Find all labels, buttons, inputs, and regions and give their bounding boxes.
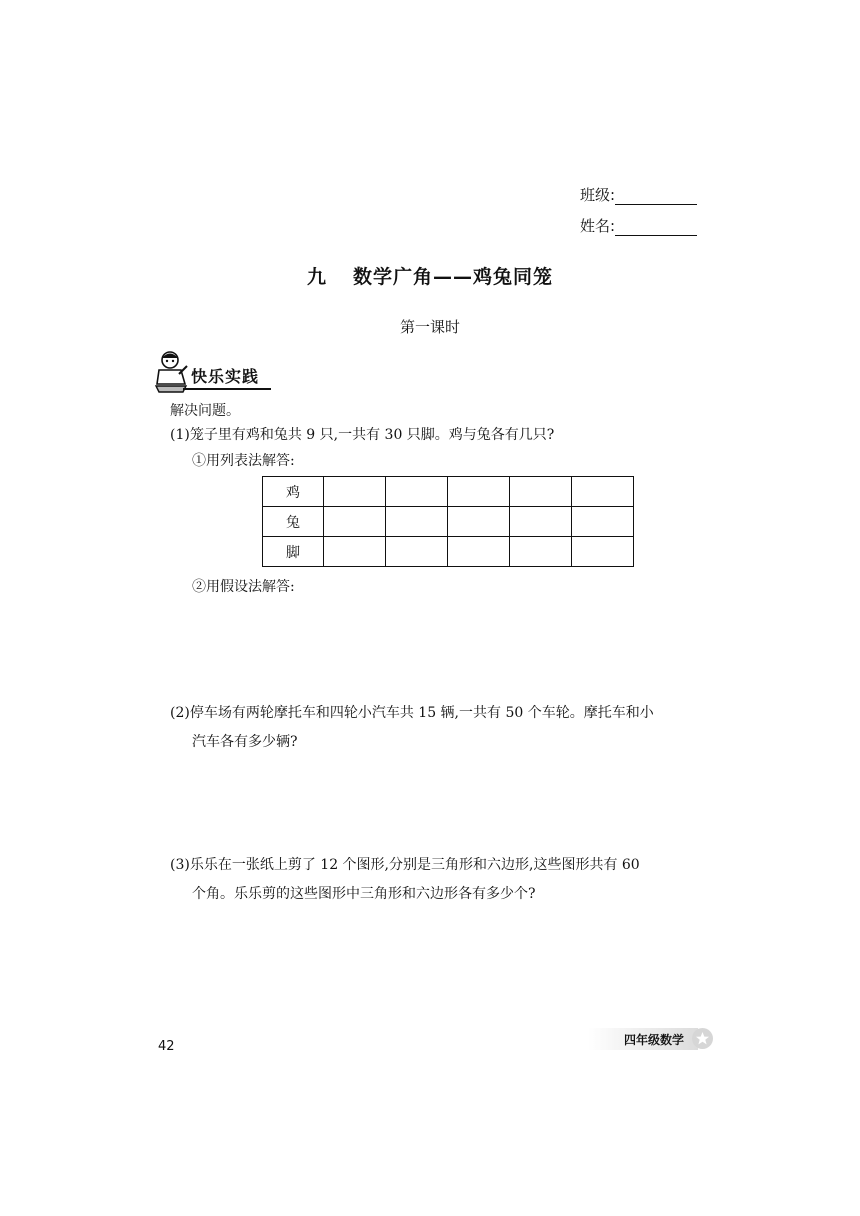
page-number: 42 [158, 1039, 175, 1054]
question-3-line-2: 个角。乐乐剪的这些图形中三角形和六边形各有多少个? [192, 886, 536, 902]
lesson-title: 第一课时 [399, 318, 460, 336]
question-1: (1)笼子里有鸡和兔共 9 只,一共有 30 只脚。鸡与兔各有几只? [170, 427, 555, 443]
table-cell[interactable] [510, 507, 572, 537]
table-cell[interactable] [572, 477, 634, 507]
table-cell[interactable] [448, 477, 510, 507]
name-label: 姓名: [580, 217, 616, 235]
question-2-line-1: (2)停车场有两轮摩托车和四轮小汽车共 15 辆,一共有 50 个车轮。摩托车和小 [170, 705, 654, 721]
row-header-rabbit: 兔 [263, 507, 324, 537]
book-label: 四年级数学 [624, 1033, 685, 1047]
table-row [263, 537, 634, 567]
section-header [153, 350, 273, 394]
class-blank[interactable] [615, 187, 697, 205]
table-cell[interactable] [572, 507, 634, 537]
row-header-chicken: 鸡 [263, 477, 324, 507]
table-row [263, 507, 634, 537]
class-field [580, 184, 697, 205]
section-label: 快乐实践 [191, 367, 260, 386]
star-badge-icon [692, 1028, 713, 1049]
class-label: 班级: [580, 186, 616, 204]
book-label-tab [588, 1028, 698, 1050]
table-cell[interactable] [324, 537, 386, 567]
question-2-line-2: 汽车各有多少辆? [192, 734, 298, 750]
table-cell[interactable] [448, 537, 510, 567]
table-cell[interactable] [324, 507, 386, 537]
chapter-number: 九 [306, 266, 327, 288]
question-1-part-a: ①用列表法解答: [192, 453, 295, 469]
table-cell[interactable] [510, 537, 572, 567]
answer-table [262, 476, 634, 567]
chapter-title [0, 262, 860, 289]
table-cell[interactable] [510, 477, 572, 507]
table-cell[interactable] [386, 537, 448, 567]
question-3-line-1: (3)乐乐在一张纸上剪了 12 个图形,分别是三角形和六边形,这些图形共有 60 [170, 857, 640, 873]
name-field [580, 215, 697, 236]
table-cell[interactable] [386, 477, 448, 507]
table-cell[interactable] [572, 537, 634, 567]
table-row [263, 477, 634, 507]
row-header-feet: 脚 [263, 537, 324, 567]
name-blank[interactable] [615, 218, 697, 236]
table-cell[interactable] [448, 507, 510, 537]
table-cell[interactable] [324, 477, 386, 507]
instruction: 解决问题。 [170, 403, 240, 419]
table-cell[interactable] [386, 507, 448, 537]
chapter-topic: 数学广角——鸡兔同笼 [353, 266, 554, 288]
section-underline [183, 388, 271, 390]
question-1-part-b: ②用假设法解答: [192, 579, 295, 595]
